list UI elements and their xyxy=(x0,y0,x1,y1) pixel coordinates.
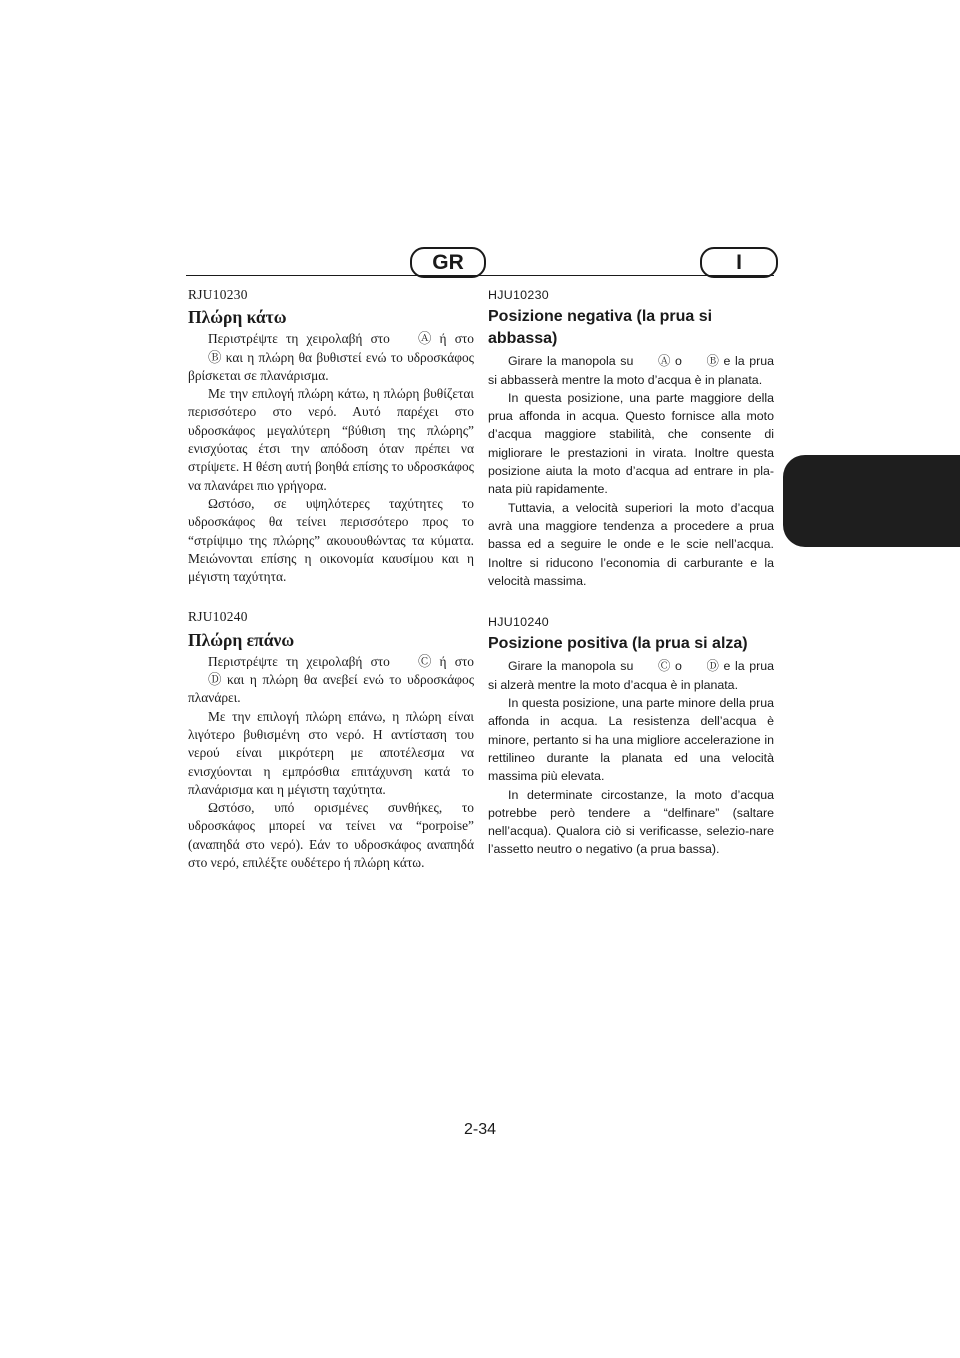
paragraph: Με την επιλογή πλώρη κάτω, η πλώρη βυθίζεται περισσότερο στο νερό. Αυτό παρέχει στο υδροσκάφος μεγαλύτερη “βύθιση της πλώρης” ενισχύοτας έτσι την απόδοση όταν πρέπει να στρίψετε. Η θέση αυτή βοηθά επίσης το υδροσκάφος να πλανάρει πιο γρήγορα. xyxy=(188,386,474,493)
paragraph xyxy=(488,657,774,694)
section-code: RJU10240 xyxy=(188,609,248,625)
text: Girare la manopola su xyxy=(508,354,638,369)
paragraph xyxy=(488,352,774,389)
section-heading: Posizione negativa (la prua si abbassa) xyxy=(488,308,713,348)
chapter-side-tab xyxy=(783,455,960,547)
marker-b: Ⓑ xyxy=(208,349,222,365)
marker-d: Ⓓ xyxy=(706,659,719,674)
text: e la prua si alzerà mentre la moto d’acqua è in planata. xyxy=(488,659,774,692)
section-code: HJU10230 xyxy=(488,288,549,302)
paragraph: In questa posizione, una parte minore della prua affonda in acqua. La resistenza dell’acqua è minore, pertanto si ha una migliore accelerazione in rettilineo durante la planata ed una velocità massima più elevata. xyxy=(488,696,774,784)
paragraph: In questa posizione, una parte maggiore della prua affonda in acqua. Questo fornisce alla moto d’acqua maggiore stabilità, che consente di migliorare le prestazioni in virata. Inoltre questa posizione aiuta la moto d’acqua ad entrare in pla-nata più rapidamente. xyxy=(488,390,774,497)
paragraph: In determinate circostanze, la moto d’acqua potrebbe però tendere a “delfinare” (saltare nell’acqua). Qualora ciò si verificasse, selezio-nare l’assetto neutro o negativo (a prua bassa). xyxy=(488,787,774,857)
greek-column xyxy=(188,286,474,872)
paragraph: Tuttavia, a velocità superiori la moto d’acqua avrà una maggiore tendenza a procedere a prua bassa ed a seguire le onde e le scie nell’acqua. Inoltre si riducono l’economia di carburante e la velocità massima. xyxy=(488,500,774,588)
header-rule xyxy=(186,275,774,276)
text: ή στο xyxy=(431,653,474,669)
marker-c: Ⓒ xyxy=(657,659,671,674)
marker-a: Ⓐ xyxy=(657,354,671,369)
section-heading: Πλώρη κάτω xyxy=(188,307,287,328)
section-code: HJU10240 xyxy=(488,615,549,630)
text: e la prua si abbasserà mentre la moto d’acqua è in planata. xyxy=(488,354,774,387)
text: Girare la manopola su xyxy=(508,659,638,674)
language-badge-gr: GR xyxy=(410,247,486,278)
text: o xyxy=(670,659,687,674)
paragraph xyxy=(188,330,474,385)
language-badge-i: I xyxy=(700,247,778,278)
paragraph: Με την επιλογή πλώρη επάνω, η πλώρη είναι λιγότερο βυθισμένη στο νερό. Η αντίσταση του νερού είναι μικρότερη με αποτέλεσμα να ενισχύονται η εμπρόσθια επιτάχυνση κατά το πλανάρισμα και η μέγιστη ταχύτητα. xyxy=(188,708,474,797)
text: Περιστρέψτε τη χειρολαβή στο xyxy=(208,331,399,347)
marker-a: Ⓐ xyxy=(418,331,432,347)
text: ή στο xyxy=(431,331,474,347)
marker-b: Ⓑ xyxy=(706,354,719,369)
marker-c: Ⓒ xyxy=(418,653,432,669)
italian-column xyxy=(488,286,774,859)
section-heading: Πλώρη επάνω xyxy=(188,629,295,650)
paragraph xyxy=(188,653,474,708)
section-code: RJU10230 xyxy=(188,287,248,302)
page-number: 2-34 xyxy=(463,1121,497,1138)
paragraph: Ωστόσο, υπό ορισμένες συνθήκες, το υδροσκάφος μπορεί να τείνει να “porpoise” (αναπηδά στο νερό). Εάν το υδροσκάφος αναπηδά στο νερό, επιλέξτε ουδέτερο ή πλώρη κάτω. xyxy=(188,800,474,871)
section-heading: Posizione positiva (la prua si alza) xyxy=(488,635,748,653)
text: o xyxy=(670,354,687,369)
text: και η πλώρη θα ανεβεί ενώ το υδροσκάφος πλανάρει. xyxy=(188,672,474,706)
marker-d: Ⓓ xyxy=(208,672,222,688)
text: Περιστρέψτε τη χειρολαβή στο xyxy=(208,653,399,669)
paragraph: Ωστόσο, σε υψηλότερες ταχύτητες το υδροσκάφος θα τείνει περισσότερο προς το “στρίψιμο της πλώρης” ακουουθώντας τα κύματα. Μειώνονται επίσης η οικονομία καυσίμου και η μέγιστη ταχύτητα. xyxy=(188,495,474,585)
text: και η πλώρη θα βυθιστεί ενώ το υδροσκάφος βρίσκεται σε πλανάρισμα. xyxy=(188,349,474,383)
